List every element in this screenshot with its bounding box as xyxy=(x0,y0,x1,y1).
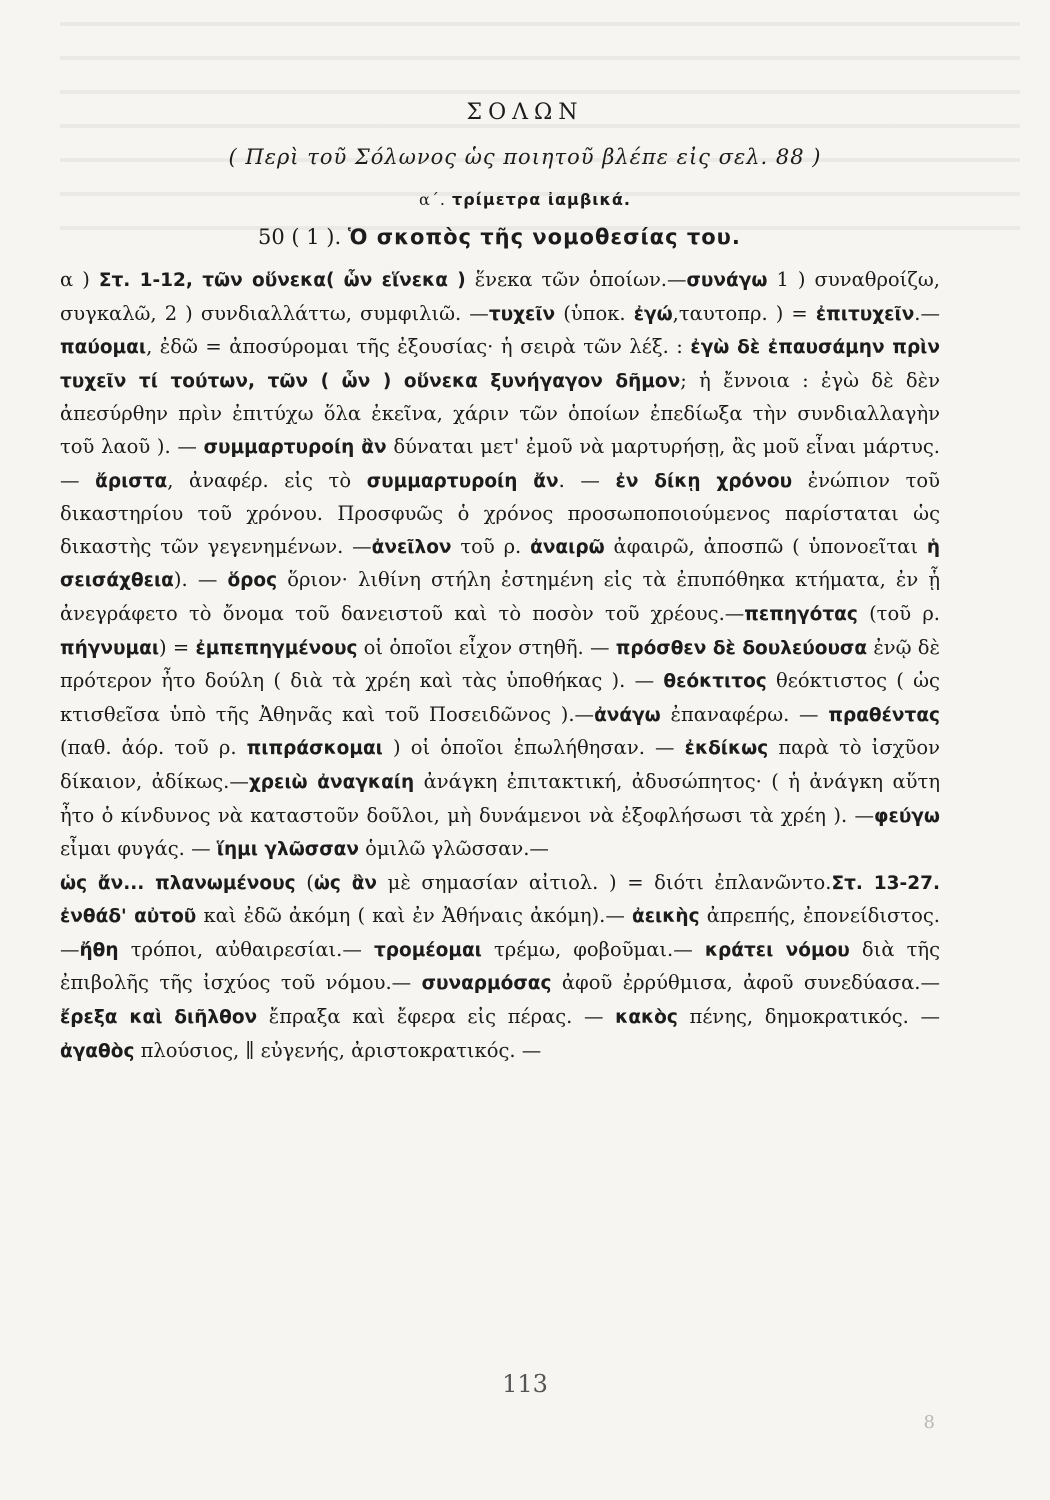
commentary-text xyxy=(60,264,940,1068)
lemma-term: ἀεικὴς xyxy=(632,906,700,928)
lemma-term: θεόκτιτος xyxy=(663,671,767,693)
gloss-text: 1 ) συναθροίζω, συγκαλῶ, 2 ) συνδιαλλάττω, συμφιλιῶ. — xyxy=(60,268,940,325)
gloss-text: , ἀναφέρ. εἰς τὸ xyxy=(167,468,367,492)
lemma-term: ἐκδίκως xyxy=(684,738,769,760)
gloss-text: καὶ ἐδῶ ἀκόμη ( καὶ ἐν Ἀθήναις ἀκόμη).— xyxy=(196,904,633,928)
gloss-text: ἔπραξα καὶ ἔφερα εἰς πέρας. — xyxy=(257,1005,616,1029)
lemma-term: Στ. 13-27. ἐνθάδ' αὐτοῦ xyxy=(60,872,941,928)
gloss-text: (τοῦ ρ. xyxy=(857,601,940,625)
gloss-text: θεόκτιστος ( ὡς κτισθεῖσα ὑπὸ τῆς Ἀθηνᾶς καὶ τοῦ Ποσειδῶνος ).— xyxy=(60,669,940,726)
lemma-term: ἔρεξα καὶ διῆλθον xyxy=(60,1007,258,1029)
lemma-term: συναρμόσας xyxy=(421,973,552,995)
gloss-text: παρὰ τὸ ἰσχῦον δίκαιον, ἀδίκως.— xyxy=(60,736,940,793)
meter-heading xyxy=(0,190,1050,209)
meter-number: α΄. xyxy=(419,190,446,209)
page-number: 113 xyxy=(502,1370,548,1398)
gloss-text: ἐπαναφέρω. — xyxy=(660,702,829,726)
lemma-term: ἄριστα xyxy=(95,470,168,492)
commentary-paragraph-1 xyxy=(60,264,940,867)
gloss-text: ὅριον· λιθίνη στήλη ἐστημένη εἰς τὰ ἐπυπόθηκα κτήματα, ἐν ᾗ ἀνεγράφετο τὸ ὄνομα τοῦ δανειστοῦ καὶ τὸ ποσὸν τοῦ χρέους.— xyxy=(60,568,941,625)
lemma-term: πρόσθεν δὲ δουλεύουσα xyxy=(615,637,868,659)
gloss-text: , ἐδῶ = ἀποσύρομαι τῆς ἐξουσίας· ἡ σειρὰ τῶν λέξ. : xyxy=(146,335,691,359)
lemma-term: ἐμπεπηγμένους xyxy=(195,637,358,659)
gloss-text: ἐνώπιον τοῦ δικαστηρίου τοῦ χρόνου. Προσφυῶς ὁ χρόνος προσωποποιούμενος παρίσταται ὡς δικαστὴς τῶν γεγενημένων. — xyxy=(60,468,940,558)
lemma-term: ἵημι γλῶσσαν xyxy=(216,839,359,861)
lemma-term: ἀγαθὸς xyxy=(60,1040,135,1062)
corner-mark: 8 xyxy=(923,1412,935,1433)
lemma-term: ὡς ἄν... πλανωμένους xyxy=(60,872,296,894)
lemma-term: κακὸς xyxy=(615,1007,678,1029)
lemma-term: πραθέντας xyxy=(828,704,940,726)
gloss-text: (παθ. ἀόρ. τοῦ ρ. xyxy=(60,736,247,760)
gloss-text: εἶμαι φυγάς. — xyxy=(60,837,217,861)
lemma-term: ἀνεῖλον xyxy=(371,536,452,558)
gloss-text: ἀφαιρῶ, ἀποσπῶ ( ὑπονοεῖται xyxy=(604,534,927,558)
gloss-text: ὁμιλῶ γλῶσσαν.— xyxy=(358,837,549,861)
lemma-term: φεύγω xyxy=(874,805,940,827)
gloss-text: μὲ σημασίαν αἰτιολ. ) = διότι ἐπλανῶντο. xyxy=(377,870,832,894)
lemma-term: πιπράσκομαι xyxy=(246,738,383,760)
chapter-title: ΣΟΛΩΝ xyxy=(466,100,584,125)
lemma-term: συνάγω xyxy=(686,270,768,291)
lemma-term: ἐν δίκῃ χρόνου xyxy=(615,470,793,492)
bleed-through-text xyxy=(60,0,1020,260)
gloss-text: πλούσιος, ∥ εὐγενής, ἀριστοκρατικός. — xyxy=(134,1038,542,1062)
lemma-term: ἡ σεισάχθεια xyxy=(60,536,941,592)
lemma-term: ἀνάγω xyxy=(594,704,661,726)
lemma-term: ὅρος xyxy=(227,570,278,592)
lemma-term: ἀναιρῶ xyxy=(530,536,605,558)
gloss-text: (ὑποκ. xyxy=(555,301,634,325)
gloss-text: ἀφοῦ ἐρρύθμισα, ἀφοῦ συνεδύασα.— xyxy=(551,971,940,995)
lemma-term: Στ. 1-12, τῶν οὕνεκα( ὧν εἵνεκα ) xyxy=(98,270,466,291)
lemma-term: ἐγὼ δὲ ἐπαυσάμην πρὶν τυχεῖν τί τούτων, τῶν ( ὧν ) οὕνεκα ξυνήγαγον δῆμον xyxy=(60,337,940,392)
meter-label: τρίμετρα ἰαμβικά. xyxy=(452,190,631,209)
lemma-term: ὡς ἂν xyxy=(313,872,378,894)
cross-reference: ( Περὶ τοῦ Σόλωνος ὡς ποιητοῦ βλέπε εἰς σελ. 88 ) xyxy=(228,145,822,169)
gloss-text: ἐνῷ δὲ πρότερον ἦτο δούλη ( διὰ τὰ χρέη καὶ τὰς ὑποθήκας ). — xyxy=(60,635,940,693)
gloss-text: ( xyxy=(295,870,314,894)
lemma-term: τρομέομαι xyxy=(373,939,482,961)
lemma-term: τυχεῖν xyxy=(488,303,556,325)
gloss-text: ; ἡ ἔννοια : ἐγὼ δὲ δὲν ἀπεσύρθην πρὶν ἐπιτύχω ὅλα ἐκεῖνα, χάριν τῶν ὁποίων ἐπεδίωξα τὴν συνδιαλλαγὴν τοῦ λαοῦ ). — xyxy=(60,368,940,458)
gloss-text: οἱ ὁποῖοι εἶχον στηθῆ. — xyxy=(357,635,616,659)
gloss-text: διὰ τῆς ἐπιβολῆς τῆς ἰσχύος τοῦ νόμου.— xyxy=(60,937,941,995)
lemma-term: συμμαρτυροίη ἄν xyxy=(366,470,559,492)
gloss-text: ) = xyxy=(159,635,196,659)
poem-title: Ὁ σκοπὸς τῆς νομοθεσίας του. xyxy=(347,225,741,249)
gloss-text: ) οἱ ὁποῖοι ἐπωλήθησαν. — xyxy=(382,736,685,760)
gloss-text: . — xyxy=(558,468,616,492)
poem-number: 50 ( 1 ). xyxy=(258,225,342,249)
gloss-text: .— xyxy=(914,301,940,325)
lemma-term: παύομαι xyxy=(60,337,147,359)
gloss-text: ). — xyxy=(173,568,228,592)
lemma-term: συμμαρτυροίη ἂν xyxy=(203,436,387,458)
gloss-text: δύναται μετ' ἐμοῦ νὰ μαρτυρήσῃ, ἂς μοῦ εἶναι μάρτυς. — xyxy=(60,434,941,492)
commentary-paragraph-2 xyxy=(60,867,940,1069)
lemma-term: χρειὼ ἀναγκαίη xyxy=(248,771,415,793)
gloss-text: πένης, δημοκρατικός. — xyxy=(677,1005,941,1029)
gloss-text: τρόποι, αὐθαιρεσίαι.— xyxy=(118,937,374,961)
gloss-text: τρέμω, φοβοῦμαι.— xyxy=(481,937,705,961)
lemma-term: κράτει νόμου xyxy=(704,939,850,961)
lemma-term: ἐγώ xyxy=(633,303,673,325)
gloss-text: ἀνάγκη ἐπιτακτική, ἀδυσώπητος· ( ἡ ἀνάγκη αὕτη ἦτο ὁ κίνδυνος νὰ καταστοῦν δοῦλοι, μὴ δυνάμενοι νὰ ἐξοφλήσωσι τὰ χρέη ). — xyxy=(60,769,941,827)
gloss-text: α ) xyxy=(60,268,99,291)
gloss-text: ἀπρεπής, ἐπονείδιστος.— xyxy=(60,904,940,961)
lemma-term: ἐπιτυχεῖν xyxy=(815,303,915,325)
gloss-text: ,ταυτοπρ. ) = xyxy=(672,301,816,325)
poem-heading xyxy=(258,225,741,249)
lemma-term: πήγνυμαι xyxy=(60,637,160,659)
gloss-text: ἕνεκα τῶν ὁποίων.— xyxy=(465,268,687,291)
gloss-text: τοῦ ρ. xyxy=(451,534,531,558)
lemma-term: πεπηγότας xyxy=(744,603,858,625)
lemma-term: ἤθη xyxy=(79,939,119,961)
